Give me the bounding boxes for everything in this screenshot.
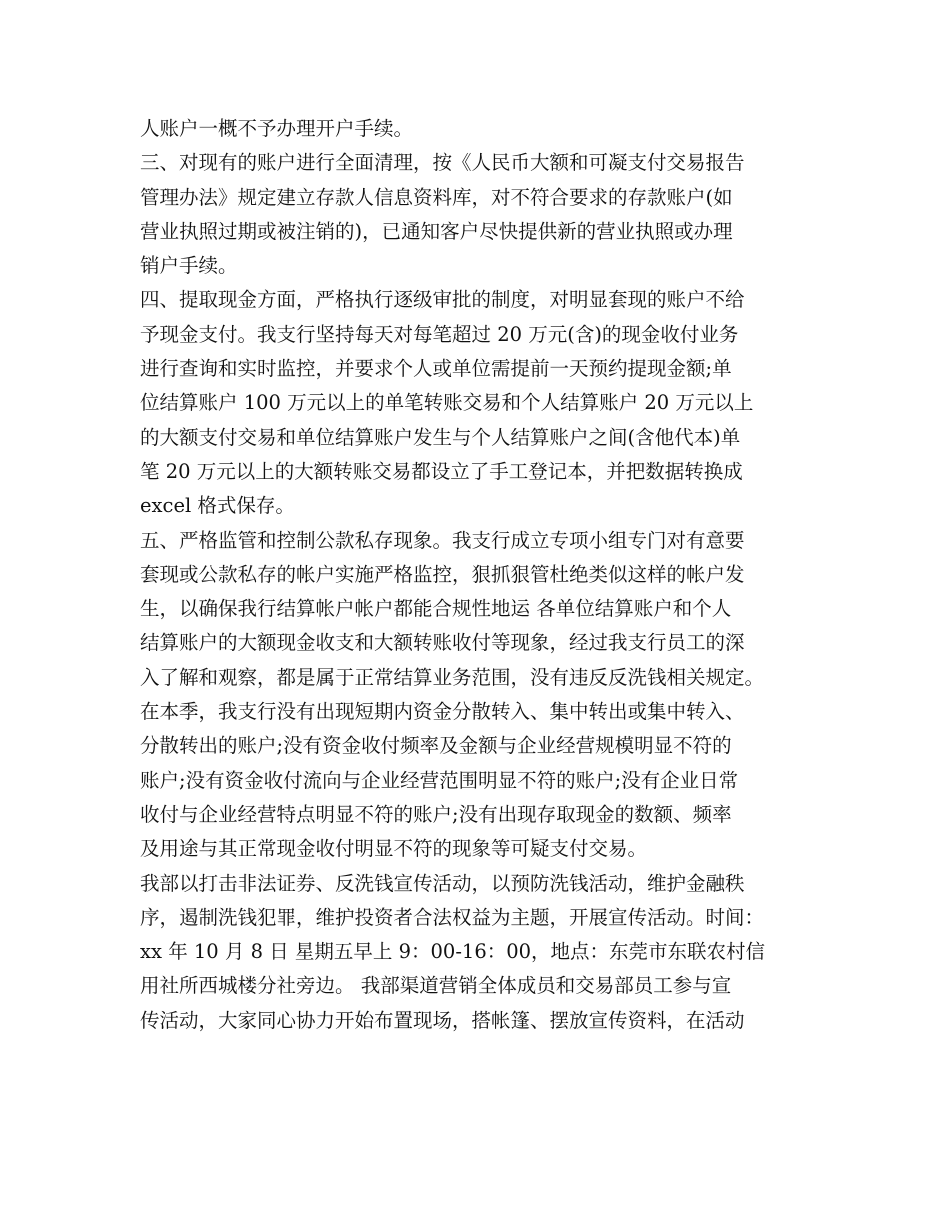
text-line: 的大额支付交易和单位结算账户发生与个人结算账户之间(含他代本)单 [140, 425, 741, 449]
text-line: 我部以打击非法证券、反洗钱宣传活动，以预防洗钱活动，维护金融秩 [140, 871, 745, 895]
text-line: 分散转出的账户;没有资金收付频率及金额与企业经营规模明显不符的 [140, 734, 732, 758]
text-line: 套现或公款私存的帐户实施严格监控，狠抓狠管杜绝类似这样的帐户发 [140, 562, 745, 586]
document-body [140, 112, 830, 1038]
text-line: 位结算账户 100 万元以上的单笔转账交易和个人结算账户 20 万元以上 [140, 391, 754, 415]
text-line: 及用途与其正常现金收付明显不符的现象等可疑支付交易。 [140, 837, 648, 861]
text-line: 在本季，我支行没有出现短期内资金分散转入、集中转出或集中转入、 [140, 700, 745, 724]
text-line: excel 格式保存。 [140, 494, 295, 518]
text-line: 四、提取现金方面，严格执行逐级审批的制度，对明显套现的账户不给 [140, 288, 745, 312]
text-line: 营业执照过期或被注销的)，已通知客户尽快提供新的营业执照或办理 [140, 219, 733, 243]
text-line: 入了解和观察，都是属于正常结算业务范围，没有违反反洗钱相关规定。 [140, 665, 765, 689]
text-line: 进行查询和实时监控，并要求个人或单位需提前一天预约提现金额;单 [140, 357, 732, 381]
text-line: 五、严格监管和控制公款私存现象。我支行成立专项小组专门对有意要 [140, 528, 745, 552]
text-line: 用社所西城楼分社旁边。 我部渠道营销全体成员和交易部员工参与宣 [140, 974, 732, 998]
text-line: 结算账户的大额现金收支和大额转账收付等现象，经过我支行员工的深 [140, 631, 745, 655]
text-line: 序，遏制洗钱犯罪，维护投资者合法权益为主题，开展宣传活动。时间： [140, 905, 765, 929]
text-line: 收付与企业经营特点明显不符的账户;没有出现存取现金的数额、频率 [140, 802, 732, 826]
text-line: 予现金支付。我支行坚持每天对每笔超过 20 万元(含)的现金收付业务 [140, 322, 739, 346]
text-line: 账户;没有资金收付流向与企业经营范围明显不符的账户;没有企业日常 [140, 768, 739, 792]
text-line: 销户手续。 [140, 254, 238, 278]
text-line: xx 年 10 月 8 日 星期五早上 9：00-16：00，地点：东莞市东联农村信 [140, 940, 766, 964]
text-line: 传活动，大家同心协力开始布置现场，搭帐篷、摆放宣传资料，在活动 [140, 1008, 745, 1032]
text-line: 人账户一概不予办理开户手续。 [140, 117, 414, 140]
text-line: 三、对现有的账户进行全面清理，按《人民币大额和可凝支付交易报告 [140, 151, 745, 175]
text-line: 生，以确保我行结算帐户帐户都能合规性地运 各单位结算账户和个人 [140, 597, 732, 621]
text-line: 管理办法》规定建立存款人信息资料库，对不符合要求的存款账户(如 [140, 185, 733, 209]
text-line: 笔 20 万元以上的大额转账交易都设立了手工登记本，并把数据转换成 [140, 459, 743, 483]
